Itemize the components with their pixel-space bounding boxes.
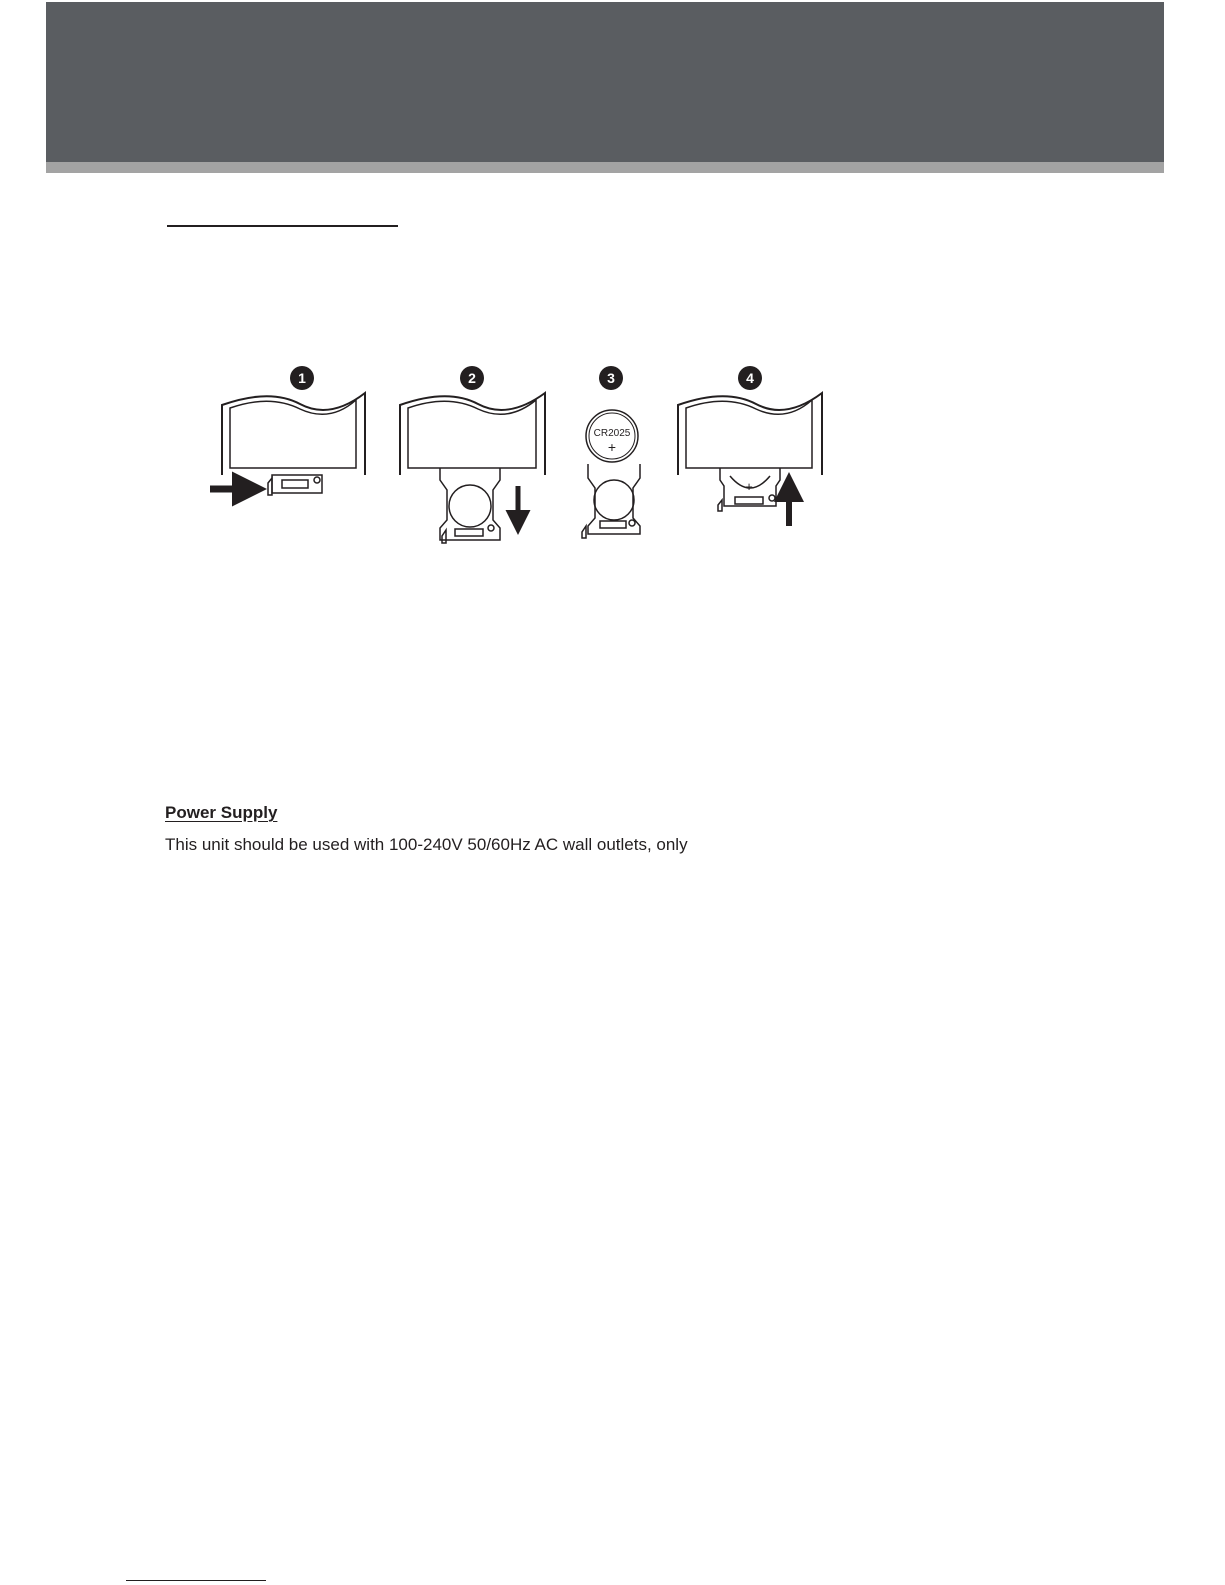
coin-battery	[594, 480, 634, 520]
new-coin-battery	[586, 410, 638, 462]
battery-polarity-mark: +	[745, 479, 753, 494]
power-supply-text: This unit should be used with 100-240V 50/60Hz AC wall outlets, only	[165, 835, 688, 854]
battery-polarity-mark: +	[607, 439, 617, 455]
step-number: 1	[298, 370, 306, 386]
step-4	[678, 366, 822, 526]
battery-tray-inserting	[718, 468, 780, 511]
remote-control-outline	[400, 393, 545, 475]
step-2	[400, 366, 545, 543]
remote-control-outline	[678, 393, 822, 475]
step-1	[210, 366, 365, 495]
battery-tray-closed	[268, 475, 322, 495]
battery-tray-open	[582, 464, 640, 538]
remote-control-outline	[222, 393, 365, 475]
battery-label: CR2025	[593, 428, 631, 439]
power-supply-heading: Power Supply	[165, 803, 278, 822]
step-number: 3	[607, 370, 615, 386]
battery-replacement-illustration	[200, 360, 840, 550]
battery-tray-open	[440, 468, 500, 543]
coin-battery	[449, 485, 491, 527]
footer-rule	[126, 1580, 266, 1581]
step-number: 4	[746, 370, 754, 386]
section-title-rule	[167, 225, 398, 227]
step-3	[582, 366, 640, 538]
header-stripe	[46, 162, 1164, 173]
step-number: 2	[468, 370, 476, 386]
header-band	[46, 2, 1164, 162]
